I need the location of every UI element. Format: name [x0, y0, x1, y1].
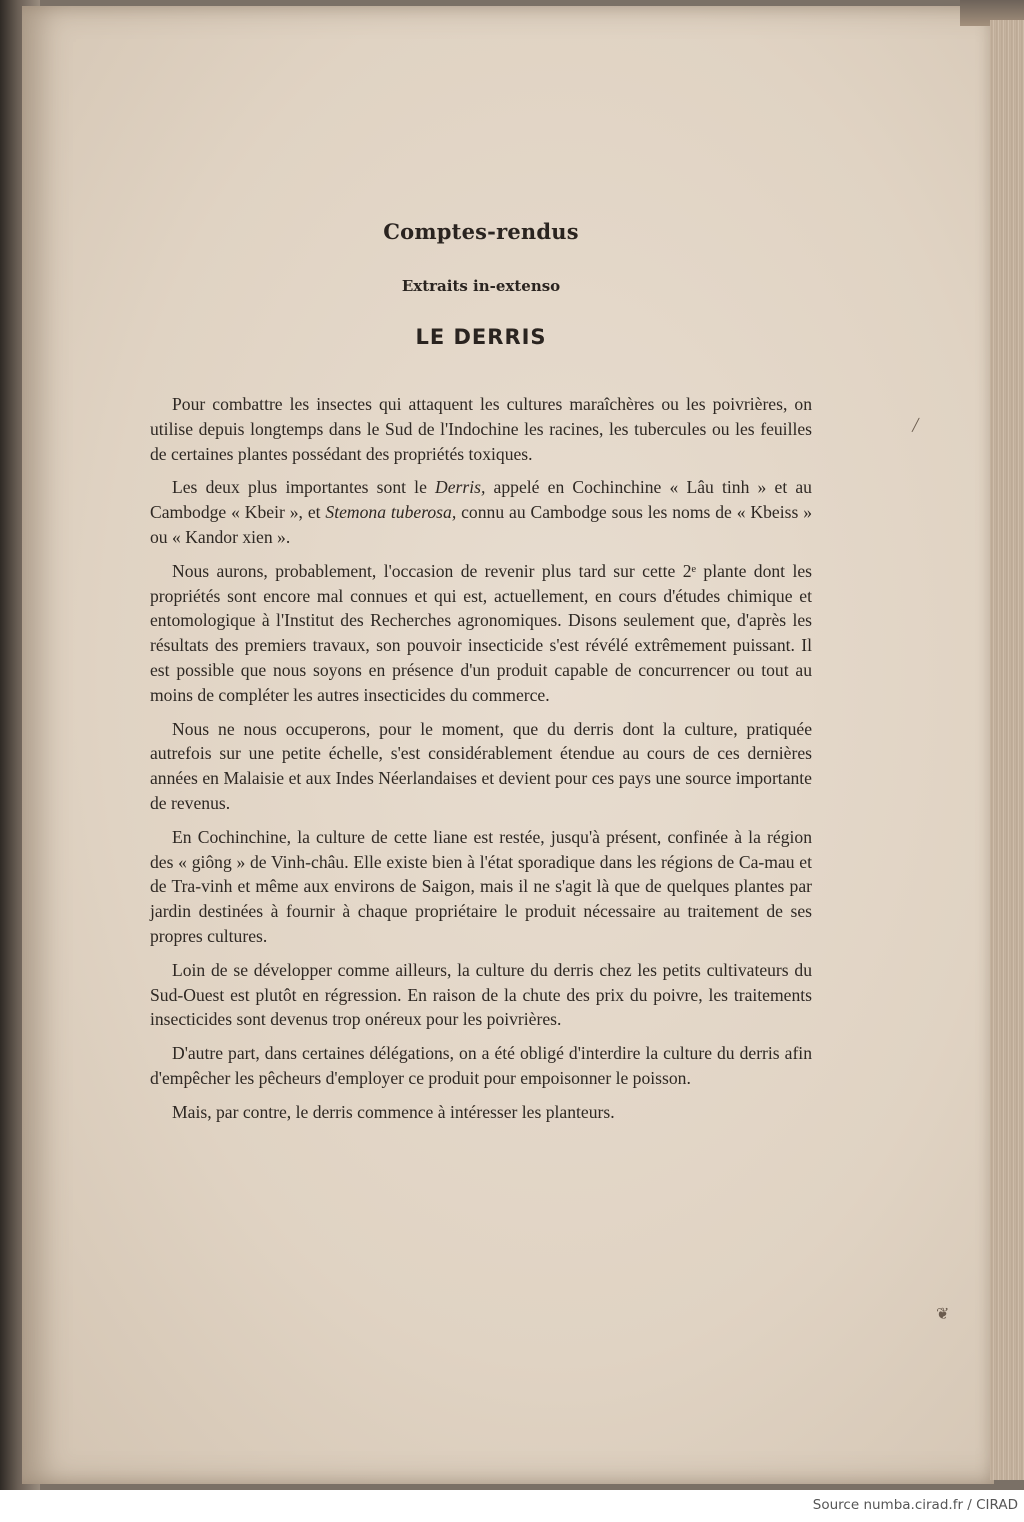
paragraph-text: Les deux plus importantes sont le [172, 477, 436, 498]
section-subtitle: Extraits in-extenso [401, 277, 561, 295]
paragraph [150, 475, 812, 549]
paragraph: Mais, par contre, le derris commence à intéresser les planteurs. [172, 1101, 615, 1122]
paragraph: D'autre part, dans certaines délégations, on a été obligé d'interdire la culture du derris afin d'empêcher les pêcheurs d'employer ce produit pour empoisonner le poisson. [150, 1043, 812, 1088]
paragraph-text: connu au Cambodge sous les noms de « Kbeiss » ou « Kandor xien ». [150, 502, 812, 547]
plant-name-derris: Derris, [435, 477, 486, 498]
footer-bar [0, 1490, 1024, 1522]
paragraph: Pour combattre les insectes qui attaquent les cultures maraîchères ou les poivrières, on utilise depuis longtemps dans le Sud de l'Indochine les racines, les tubercules ou les feuilles de certaines plantes possédant des propriétés toxiques. [150, 394, 812, 464]
paragraph: Nous ne nous occuperons, pour le moment, que du derris dont la culture, pratiquée autrefois sur une petite échelle, s'est considérablement étendue au cours de ces dernières années en Malaisie et aux Indes Néerlandaises et devient pour ces pays une source importante de revenus. [150, 718, 812, 813]
plant-name-stemona: Stemona tuberosa, [325, 502, 457, 523]
article-body [150, 392, 812, 1134]
article-title: LE DERRIS [415, 325, 547, 349]
page-stack-edges [990, 20, 1024, 1480]
paragraph: Nous aurons, probablement, l'occasion de revenir plus tard sur cette 2ᵉ plante dont les propriétés sont encore mal connues et qui est, actuellement, en cours d'études chimique et entomologique à l'Institut des Recherches agronomiques. Disons seulement que, d'après les résultats des premiers travaux, son pouvoir insecticide s'est révélé extrêmement puissant. Il est possible que nous soyons en présence d'un produit capable de concurrencer ou tout au moins de compléter les autres insecticides du commerce. [150, 560, 812, 705]
pencil-mark-icon: ╱ [912, 418, 920, 432]
section-title: Comptes-rendus [383, 219, 579, 244]
paragraph-text: appelé en Cochinchine « Lâu tinh » et au Cambodge « Kbeir », et [150, 477, 812, 523]
source-credit: Source numba.cirad.fr / CIRAD [812, 1497, 1018, 1513]
paragraph: En Cochinchine, la culture de cette liane est restée, jusqu'à présent, confinée à la région des « giông » de Vinh-châu. Elle existe bien à l'état sporadique dans les régions de Ca-mau et de Tra-vinh et même aux environs de Saigon, mais il ne s'agit là que de quelques plantes par jardin destinées à fournir à chaque propriétaire le produit nécessaire au traitement de ses propres cultures. [150, 826, 812, 946]
ink-spot-icon: ❦ [936, 1304, 950, 1323]
paragraph: Loin de se développer comme ailleurs, la culture du derris chez les petits cultivateurs du Sud-Ouest est plutôt en régression. En raison de la chute des prix du poivre, les traitements insecticides sont devenus trop onéreux pour les poivrières. [150, 959, 812, 1030]
